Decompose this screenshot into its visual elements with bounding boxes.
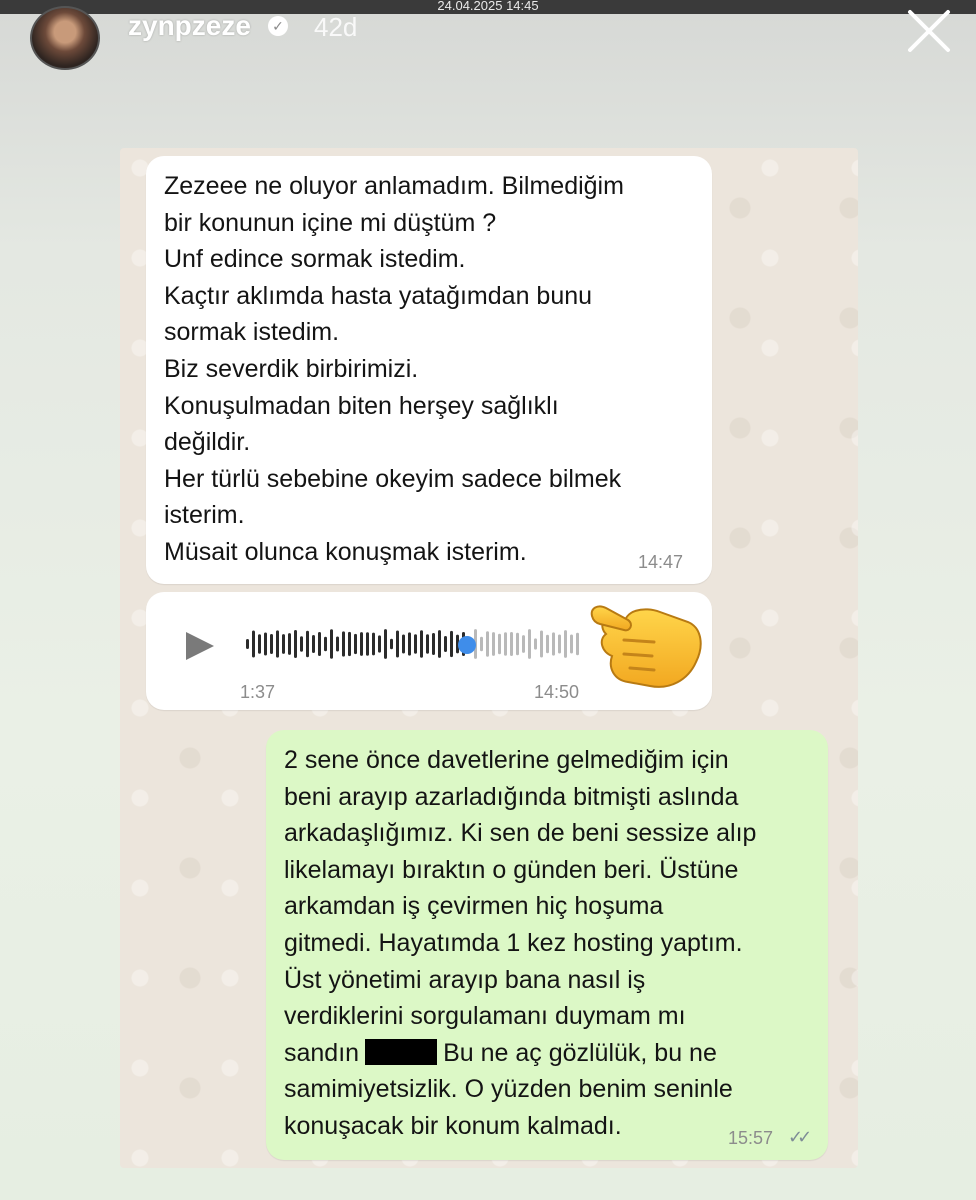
message-line: Müsait olunca konuşmak isterim. [164, 537, 527, 566]
waveform-bar [288, 633, 291, 655]
waveform-bar [534, 638, 537, 649]
message-fragment: sandın [284, 1038, 360, 1067]
message-time: 15:57 [728, 1128, 774, 1148]
status-bar-text: 24.04.2025 14:45 [437, 0, 539, 13]
waveform-bar [546, 635, 549, 653]
avatar[interactable] [30, 6, 100, 70]
message-line: 2 sene önce davetlerine gelmediğim için [284, 746, 729, 774]
waveform-bar [408, 632, 411, 655]
waveform-bar [318, 632, 321, 656]
waveform-bar [300, 636, 303, 652]
message-line: Biz severdik birbirimizi. [164, 354, 419, 383]
waveform-bar [348, 632, 351, 656]
message-line: değildir. [164, 428, 251, 457]
message-time: 14:47 [638, 552, 684, 572]
waveform-bar [366, 632, 369, 655]
message-line: konuşacak bir konum kalmadı. [284, 1111, 622, 1140]
voice-waveform[interactable] [246, 624, 586, 664]
waveform-bar [576, 633, 579, 656]
waveform-bar [330, 629, 333, 659]
message-line: samimiyetsizlik. O yüzden benim seninle [284, 1075, 733, 1104]
waveform-bar [450, 631, 453, 657]
message-line: Üst yönetimi arayıp bana nasıl iş [284, 965, 646, 994]
message-line: verdiklerini sorgulamanı duymam mı [284, 1002, 686, 1031]
waveform-bar [486, 631, 489, 657]
story-time-ago: 42d [314, 12, 358, 42]
waveform-bar [570, 635, 573, 654]
double-check-icon: ✓✓ [788, 1127, 807, 1147]
waveform-bar [270, 634, 273, 654]
message-line-redacted [284, 1035, 824, 1072]
message-line: beni arayıp azarladığında bitmişti aslında [284, 782, 739, 811]
waveform-bar [354, 634, 357, 654]
waveform-bar [258, 634, 261, 654]
waveform-bar [564, 630, 567, 658]
story-header [0, 10, 976, 64]
waveform-bar [252, 631, 255, 658]
incoming-message-text [164, 168, 704, 571]
waveform-bar [378, 635, 381, 652]
waveform-bar [390, 639, 393, 650]
message-line: arkamdan iş çevirmen hiç hoşuma [284, 892, 664, 921]
waveform-bar [294, 630, 297, 658]
message-line: Her türlü sebebine okeyim sadece bilmek [164, 464, 622, 493]
waveform-bar [402, 634, 405, 653]
waveform-bar [480, 637, 483, 651]
message-line: Kaçtır aklımda hasta yatağımdan bunu [164, 281, 593, 310]
waveform-bar [324, 637, 327, 652]
voice-duration: 1:37 [240, 682, 276, 702]
waveform-bar [522, 635, 525, 653]
waveform-bar [504, 632, 507, 655]
waveform-bar [312, 635, 315, 653]
message-line: Konuşulmadan biten herşey sağlıklı [164, 391, 559, 420]
waveform-bar [360, 632, 363, 656]
waveform-bar [384, 629, 387, 659]
waveform-bar [372, 633, 375, 656]
waveform-bar [396, 631, 399, 658]
waveform-bar [342, 631, 345, 656]
waveform-bar [498, 634, 501, 655]
message-line: Unf edince sormak istedim. [164, 245, 466, 274]
message-fragment: Bu ne aç gözlülük, bu ne [443, 1038, 717, 1067]
waveform-bar [540, 631, 543, 658]
waveform-bar [528, 629, 531, 659]
waveform-bar [276, 630, 279, 657]
message-line: Zezeee ne oluyor anlamadım. Bilmediğim [164, 172, 624, 200]
waveform-bar [264, 633, 267, 656]
message-line: bir konunun içine mi düştüm ? [164, 208, 497, 237]
voice-scrubber-handle[interactable] [458, 636, 476, 654]
waveform-bar [444, 636, 447, 652]
waveform-bar [432, 633, 435, 655]
waveform-bar [414, 634, 417, 653]
message-line: sormak istedim. [164, 318, 340, 347]
waveform-bar [552, 632, 555, 655]
message-line: likelamayı bıraktın o günden beri. Üstüne [284, 855, 739, 884]
waveform-bar [282, 634, 285, 654]
message-line: isterim. [164, 501, 245, 530]
waveform-bar [306, 631, 309, 657]
story-username[interactable]: zynpzeze [128, 10, 251, 41]
waveform-bar [426, 634, 429, 653]
message-line: arkadaşlığımız. Ki sen de beni sessize alıp [284, 819, 757, 848]
waveform-bar [246, 639, 249, 649]
waveform-bar [510, 632, 513, 656]
waveform-bar [516, 633, 519, 655]
pointing-finger-emoji-icon [584, 596, 708, 696]
waveform-bar [336, 636, 339, 651]
waveform-bar [492, 632, 495, 656]
waveform-bar [420, 630, 423, 658]
voice-message-time: 14:50 [534, 682, 580, 702]
outgoing-message-text [284, 742, 824, 1145]
waveform-bar [438, 630, 441, 658]
waveform-bar [558, 635, 561, 654]
redaction-block [365, 1039, 437, 1065]
verified-badge-icon: ✓ [268, 16, 288, 36]
close-icon[interactable] [904, 6, 954, 56]
play-icon[interactable] [186, 632, 214, 660]
message-line: gitmedi. Hayatımda 1 kez hosting yaptım. [284, 928, 743, 957]
